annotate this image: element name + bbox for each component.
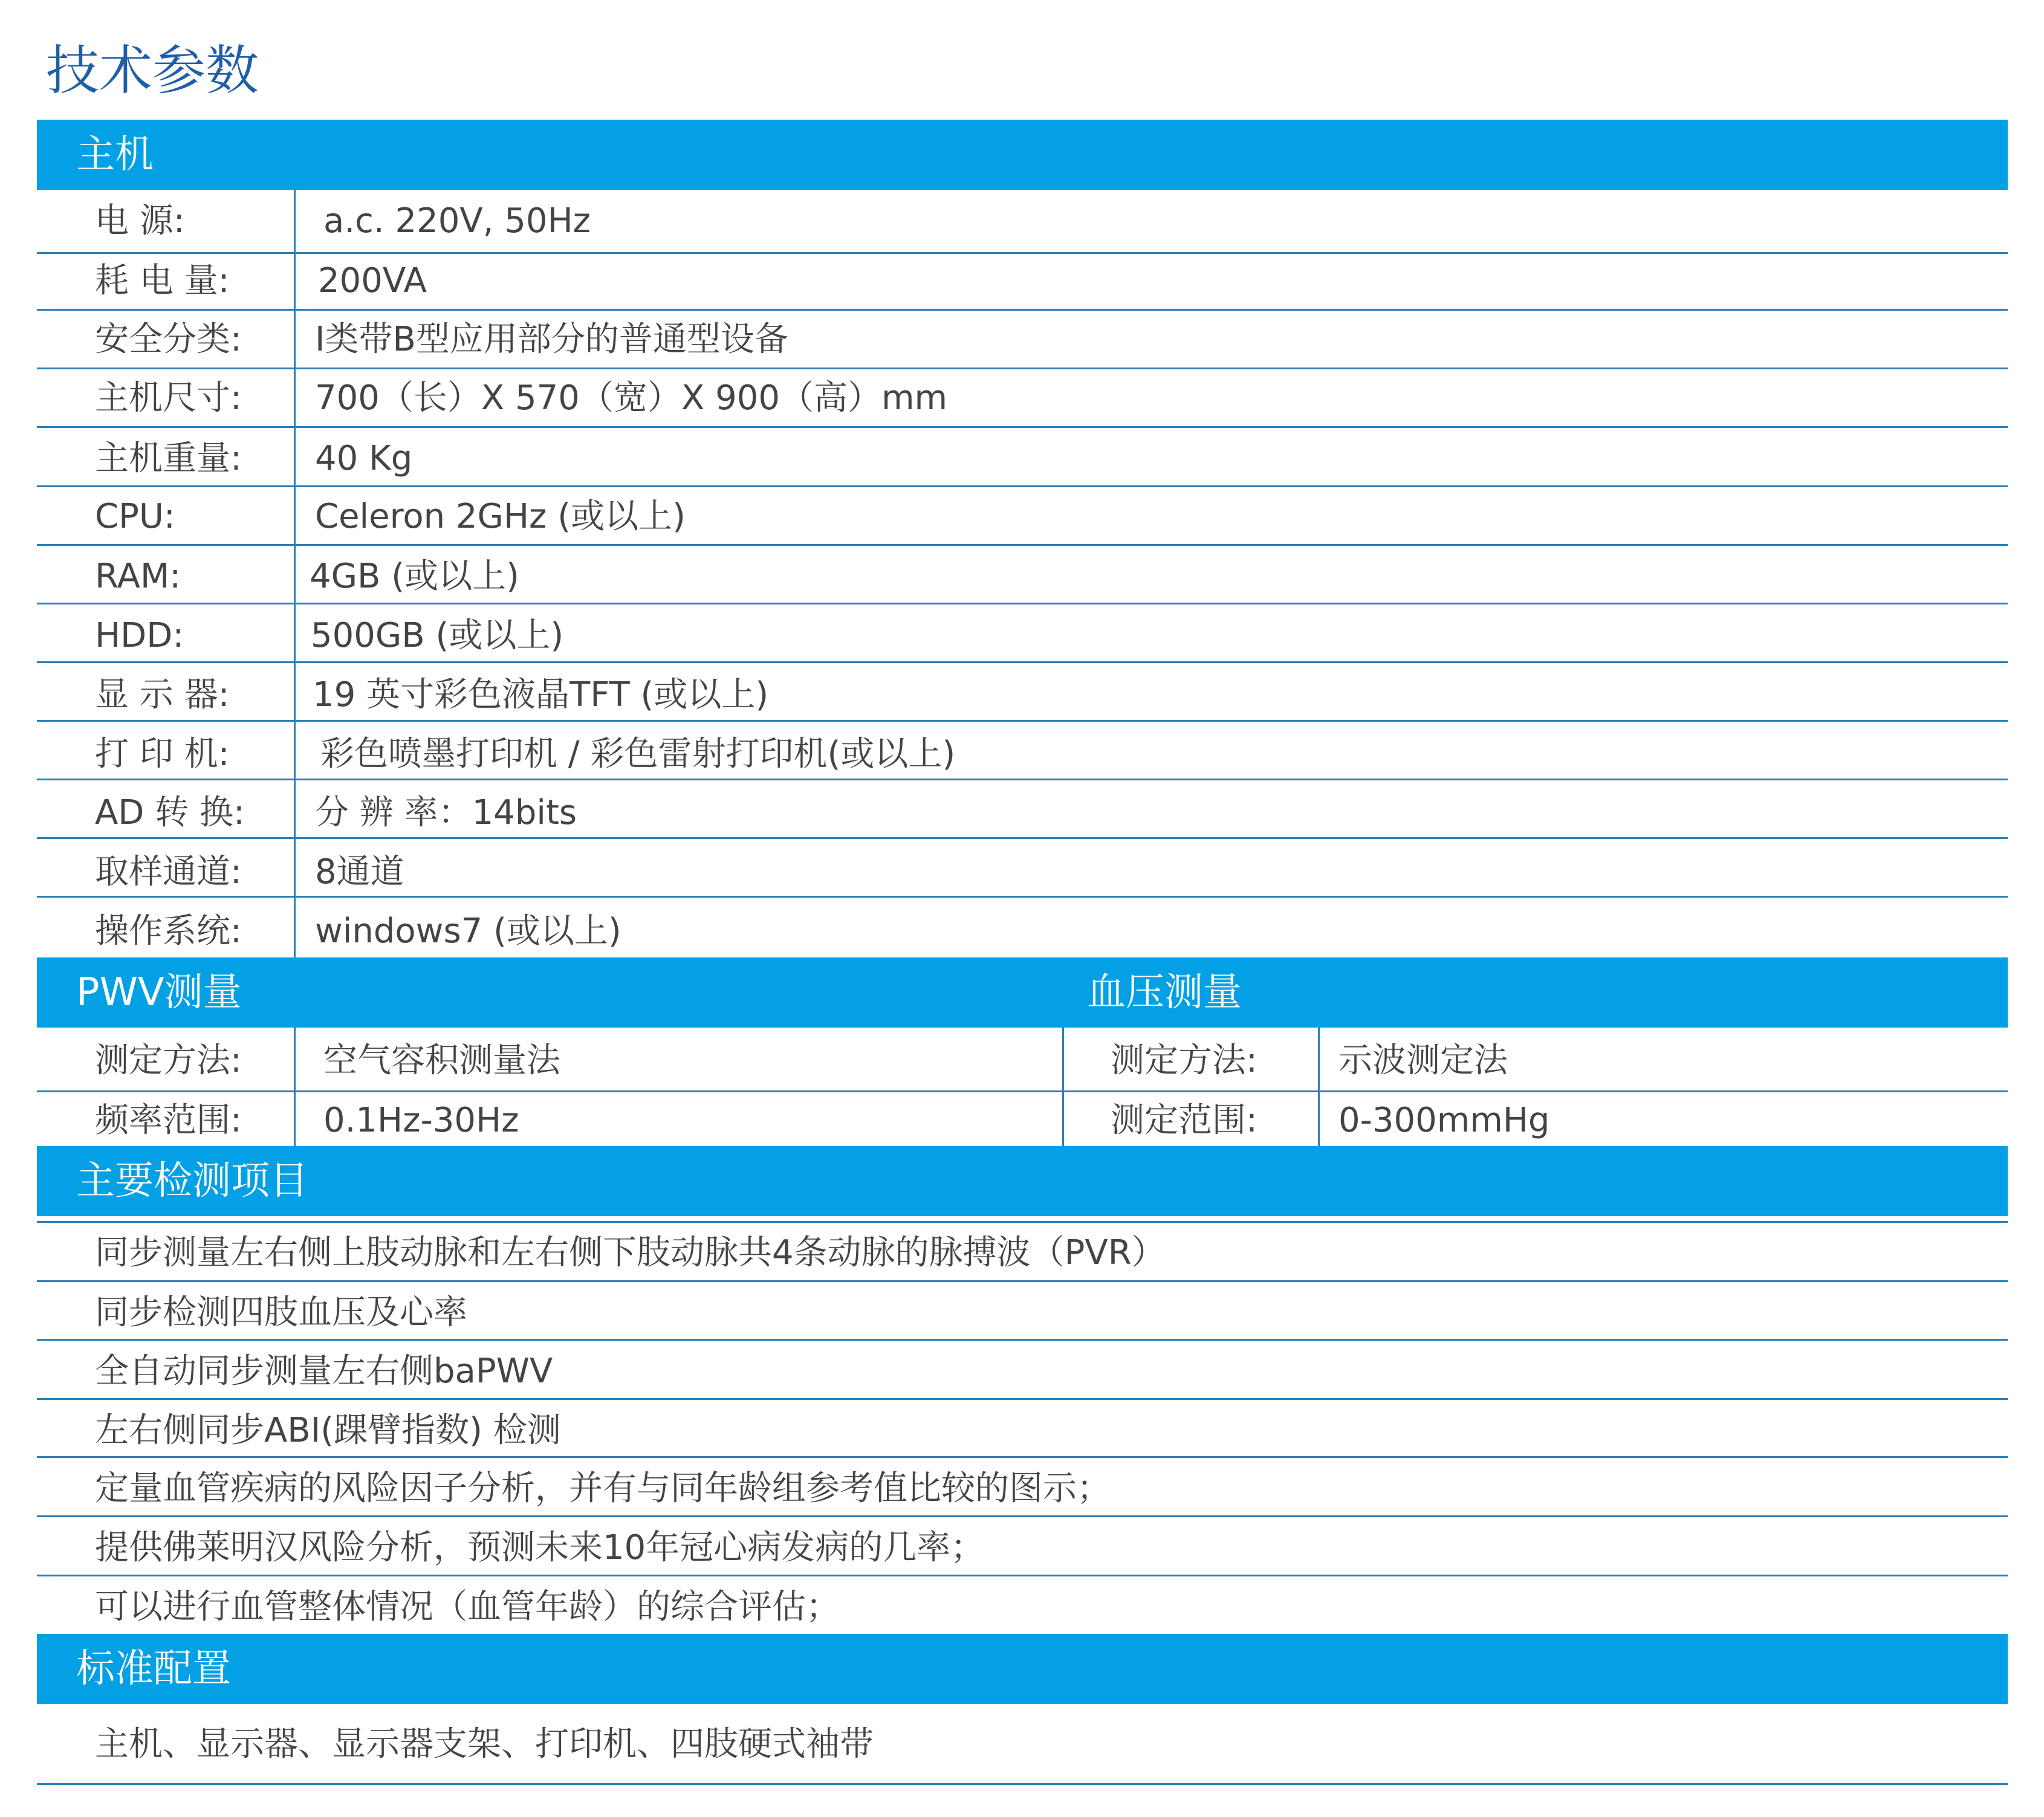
host-row-label: 耗 电 量:	[95, 261, 230, 300]
row-divider	[37, 426, 2008, 428]
host-row-label: RAM:	[95, 557, 181, 596]
list-item: 同步测量左右侧上肢动脉和左右侧下肢动脉共4条动脉的脉搏波（PVR）	[95, 1233, 1166, 1272]
pwv-row-value: 空气容积测量法	[323, 1041, 560, 1080]
standard-section-title: 标准配置	[76, 1647, 231, 1691]
host-row-value: 40 Kg	[315, 439, 413, 478]
host-row-label: AD 转 换:	[95, 793, 245, 832]
row-divider	[37, 1575, 2008, 1576]
row-divider	[37, 896, 2008, 898]
detection-section-header	[37, 1146, 2008, 1216]
list-item: 同步检测四肢血压及心率	[95, 1293, 467, 1332]
host-row-value: 彩色喷墨打印机 / 彩色雷射打印机(或以上)	[320, 734, 956, 774]
row-divider	[37, 1515, 2008, 1517]
host-row-label: HDD:	[95, 616, 184, 655]
host-row-value: a.c. 220V, 50Hz	[323, 201, 591, 241]
standard-config-text: 主机、显示器、显示器支架、打印机、四肢硬式袖带	[95, 1725, 874, 1764]
bp-row-value: 0-300mmHg	[1338, 1101, 1550, 1140]
row-divider	[37, 779, 2008, 780]
row-divider	[37, 603, 2008, 604]
measurement-divider	[294, 1028, 296, 1146]
detection-section-title: 主要检测项目	[76, 1159, 308, 1203]
host-row-label: 操作系统:	[95, 912, 242, 951]
row-divider	[37, 1339, 2008, 1341]
host-row-value: I类带B型应用部分的普通型设备	[315, 320, 788, 359]
row-divider	[37, 1280, 2008, 1282]
standard-section-header	[37, 1634, 2008, 1704]
host-row-value: 500GB (或以上)	[311, 616, 564, 655]
row-divider	[37, 1398, 2008, 1400]
host-row-value: 19 英寸彩色液晶TFT (或以上)	[313, 675, 769, 714]
host-section-header	[37, 120, 2008, 190]
list-item: 全自动同步测量左右侧baPWV	[95, 1352, 553, 1391]
host-row-label: 显 示 器:	[95, 675, 230, 714]
row-divider	[37, 1456, 2008, 1458]
host-row-label: 电 源:	[95, 201, 185, 241]
pwv-row-label: 频率范围:	[95, 1101, 242, 1140]
measurement-divider	[1062, 1028, 1064, 1146]
list-item: 定量血管疾病的风险因子分析，并有与同年龄组参考值比较的图示；	[95, 1469, 1111, 1508]
row-divider	[37, 485, 2008, 487]
list-item: 左右侧同步ABI(踝臂指数) 检测	[95, 1411, 561, 1450]
row-divider	[37, 720, 2008, 722]
row-divider	[37, 309, 2008, 311]
host-row-label: 打 印 机:	[95, 734, 230, 774]
host-row-label: 安全分类:	[95, 320, 242, 359]
host-row-label: CPU:	[95, 497, 175, 536]
measurement-divider	[1318, 1028, 1320, 1146]
measurement-section-header	[37, 957, 2008, 1028]
bottom-rule	[37, 1783, 2008, 1785]
row-divider	[37, 661, 2008, 663]
host-row-value: Celeron 2GHz (或以上)	[315, 497, 686, 536]
pwv-row-value: 0.1Hz-30Hz	[323, 1101, 519, 1140]
host-row-value: 8通道	[315, 852, 404, 892]
host-row-value: 4GB (或以上)	[310, 557, 519, 596]
row-divider	[37, 252, 2008, 254]
list-item: 可以进行血管整体情况（血管年龄）的综合评估；	[95, 1587, 840, 1627]
host-row-label: 主机尺寸:	[95, 378, 242, 418]
row-divider	[37, 368, 2008, 369]
host-section-title: 主机	[76, 132, 154, 177]
host-row-value: 分 辨 率：14bits	[315, 793, 577, 832]
host-row-value: 200VA	[318, 261, 427, 300]
page-title: 技术参数	[46, 39, 259, 102]
host-row-value: windows7 (或以上)	[315, 912, 621, 951]
row-divider	[37, 1221, 2008, 1223]
host-table-divider	[294, 190, 296, 957]
pwv-row-label: 测定方法:	[95, 1041, 242, 1080]
bp-row-label: 测定方法:	[1111, 1041, 1257, 1080]
pwv-section-title: PWV测量	[76, 970, 242, 1015]
host-row-value: 700（长）X 570（宽）X 900（高）mm	[315, 378, 948, 418]
bp-row-label: 测定范围:	[1111, 1101, 1257, 1140]
bp-row-value: 示波测定法	[1338, 1041, 1508, 1080]
host-row-label: 主机重量:	[95, 439, 242, 478]
row-divider	[37, 1090, 2008, 1092]
bp-section-title: 血压测量	[1087, 970, 1242, 1015]
list-item: 提供佛莱明汉风险分析，预测未来10年冠心病发病的几率；	[95, 1528, 985, 1567]
row-divider	[37, 837, 2008, 839]
row-divider	[37, 544, 2008, 546]
host-row-label: 取样通道:	[95, 852, 242, 892]
